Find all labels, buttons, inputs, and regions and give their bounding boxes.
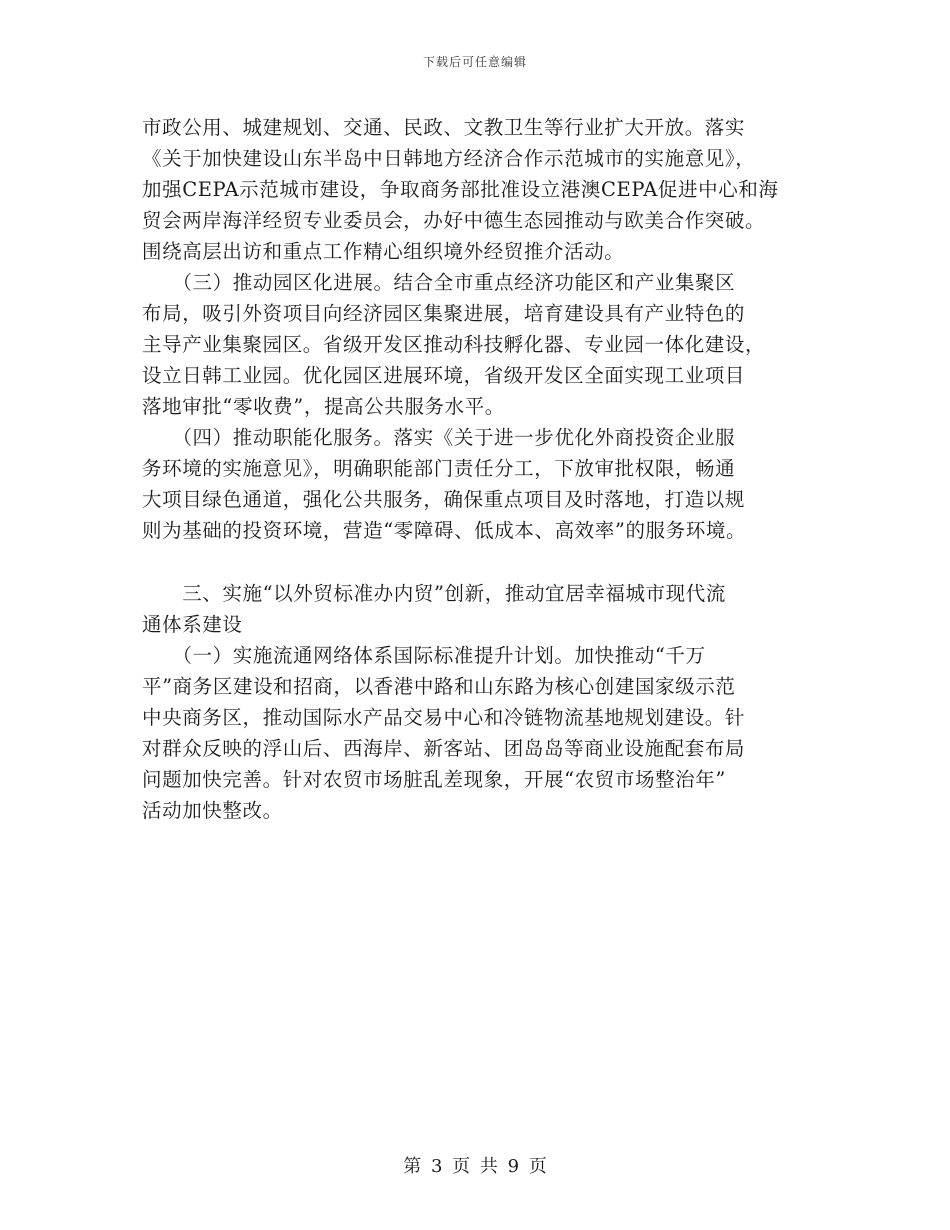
text-line: （三）推动园区化进展。结合全市重点经济功能区和产业集聚区: [142, 271, 736, 294]
paragraph-opening: [142, 112, 812, 267]
text-line: 贸会两岸海洋经贸专业委员会，办好中德生态园推动与欧美合作突破。: [142, 209, 766, 232]
page-number-footer: 第 3 页 共 9 页: [403, 1156, 547, 1177]
text-line: 主导产业集聚园区。省级开发区推动科技孵化器、专业园一体化建设，: [142, 333, 766, 356]
text-line: 加强CEPA示范城市建设，争取商务部批准设立港澳CEPA促进中心和海: [142, 178, 779, 201]
text-line: 活动加快整改。: [142, 799, 283, 822]
paragraph-subsection-1: [142, 640, 812, 826]
text-line: 中央商务区，推动国际水产品交易中心和冷链物流基地规划建设。针: [142, 706, 746, 729]
text-line: 落地审批“零收费”，提高公共服务水平。: [142, 395, 505, 418]
text-line: 务环境的实施意见》，明确职能部门责任分工，下放审批权限，畅通: [142, 457, 736, 480]
text-line: （一）实施流通网络体系国际标准提升计划。加快推动“千万: [142, 644, 706, 667]
text-line: 大项目绿色通道，强化公共服务，确保重点项目及时落地，打造以规: [142, 488, 746, 511]
page-header: 下载后可任意编辑: [422, 55, 527, 69]
paragraph-section-3: [142, 267, 812, 422]
section-heading: [142, 578, 812, 640]
paragraph-gap: [142, 546, 812, 578]
heading-line: 三、实施“以外贸标准办内贸”创新，推动宜居幸福城市现代流: [142, 582, 726, 605]
text-line: 布局，吸引外资项目向经济园区集聚进展，培育建设具有产业特色的: [142, 302, 746, 325]
text-line: 《关于加快建设山东半岛中日韩地方经济合作示范城市的实施意见》，: [142, 147, 756, 170]
text-line: 对群众反映的浮山后、西海岸、新客站、团岛岛等商业设施配套布局: [142, 737, 746, 760]
text-line: 市政公用、城建规划、交通、民政、文教卫生等行业扩大开放。落实: [142, 116, 746, 139]
text-line: 设立日韩工业园。优化园区进展环境，省级开发区全面实现工业项目: [142, 364, 746, 387]
document-body: [142, 112, 812, 826]
text-line: （四）推动职能化服务。落实《关于进一步优化外商投资企业服: [142, 426, 736, 449]
text-line: 平”商务区建设和招商，以香港中路和山东路为核心创建国家级示范: [142, 675, 736, 698]
text-line: 则为基础的投资环境，营造“零障碍、低成本、高效率”的服务环境。: [142, 519, 747, 542]
text-line: 围绕高层出访和重点工作精心组织境外经贸推介活动。: [142, 240, 625, 263]
heading-line: 通体系建设: [142, 613, 243, 636]
text-line: 问题加快完善。针对农贸市场脏乱差现象，开展“农贸市场整治年”: [142, 768, 726, 791]
paragraph-section-4: [142, 422, 812, 546]
